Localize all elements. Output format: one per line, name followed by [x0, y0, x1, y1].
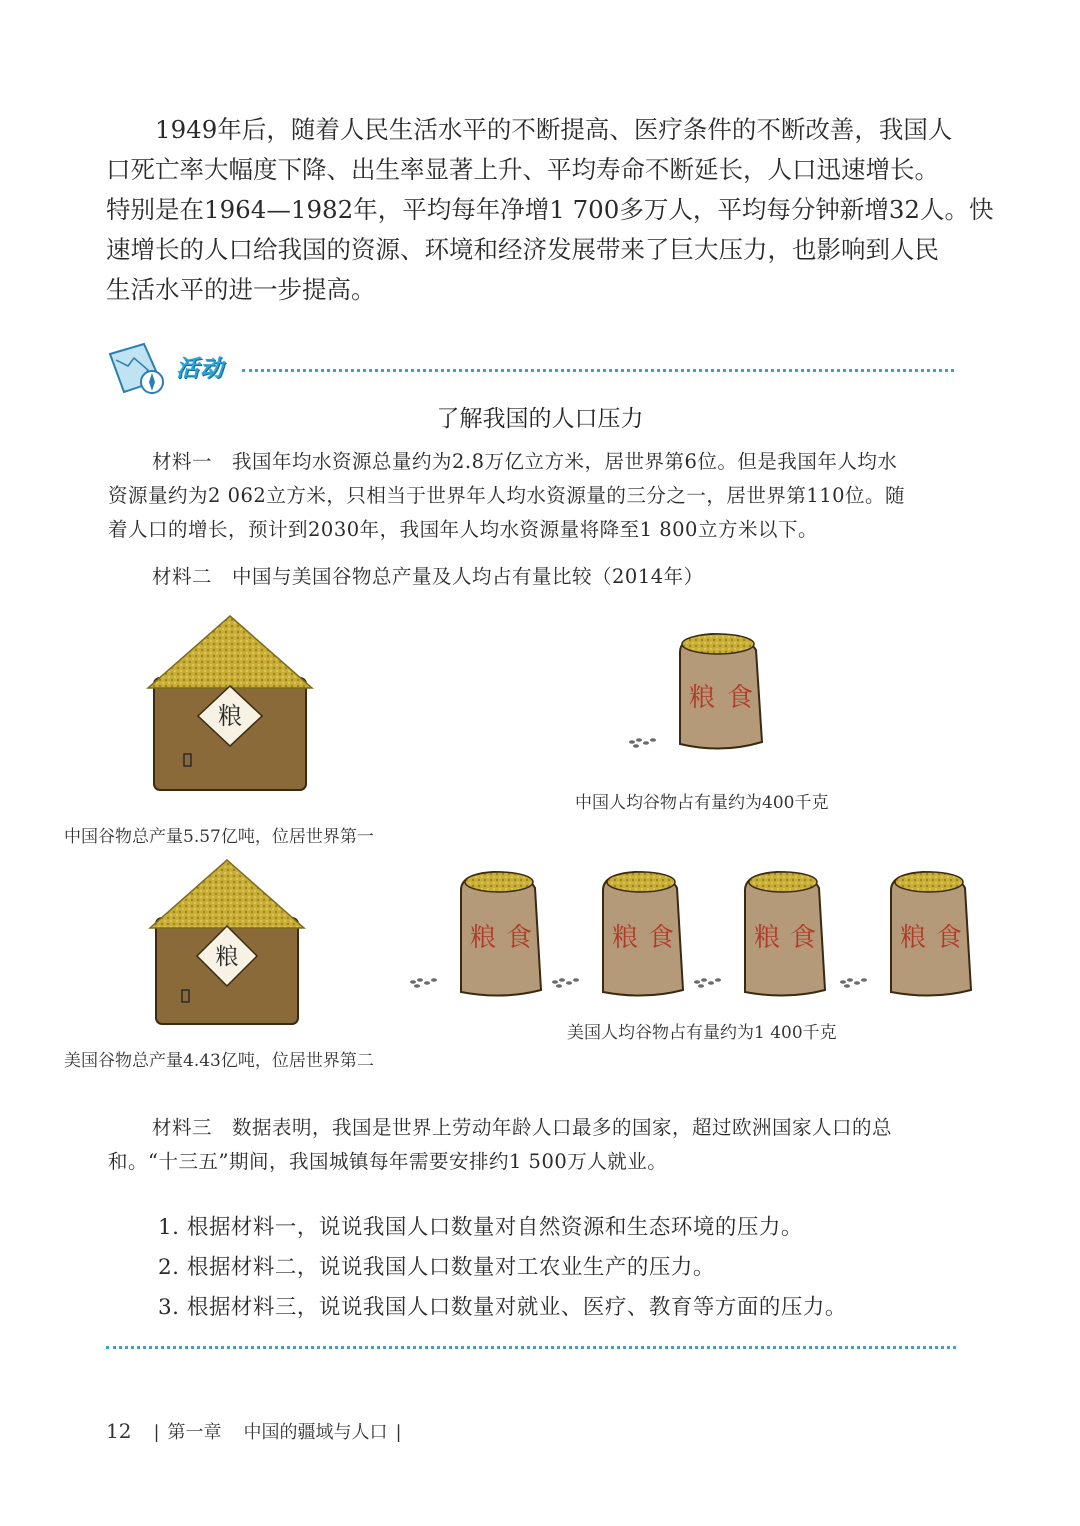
footer-divider: |	[153, 1422, 160, 1443]
svg-text:食: 食	[505, 923, 533, 953]
material-three	[108, 1111, 958, 1179]
activity-bottom-divider	[106, 1346, 956, 1349]
svg-text:粮: 粮	[899, 923, 927, 953]
footer-divider-end: |	[395, 1422, 402, 1443]
grain-scatter	[629, 738, 656, 748]
chapter-number: 第一章	[167, 1422, 222, 1443]
svg-text:粮: 粮	[753, 923, 781, 953]
intro-line-1: 1949年后，随着人民生活水平的不断提高、医疗条件的不断改善，我国人	[155, 115, 953, 144]
china-grain-sack-illustration	[622, 626, 772, 756]
svg-text:食: 食	[647, 923, 675, 953]
material-one	[108, 445, 958, 547]
intro-line-4: 速增长的人口给我国的资源、环境和经济发展带来了巨大压力，也影响到人民	[106, 235, 939, 264]
intro-line-2: 口死亡率大幅度下降、出生率显著上升、平均寿命不断延长，人口迅速增长。	[106, 155, 939, 184]
activity-top-divider	[242, 369, 954, 372]
chapter-title: 中国的疆域与人口	[243, 1422, 388, 1443]
granary-label: 粮	[218, 702, 242, 730]
activity-label: 活动	[176, 356, 224, 382]
grain-scatter	[410, 978, 437, 988]
usa-grain-sacks-illustration	[405, 866, 980, 1001]
map-compass-icon	[104, 340, 174, 400]
caption-china-per-capita: 中国人均谷物占有量约为400千克	[575, 793, 829, 813]
svg-text:食: 食	[726, 683, 754, 713]
svg-text:粮: 粮	[215, 944, 239, 970]
intro-paragraph	[106, 110, 994, 310]
material-two-title: 材料二 中国与美国谷物总产量及人均占有量比较（2014年）	[152, 565, 704, 588]
activity-title: 了解我国的人口压力	[436, 406, 644, 432]
material-one-line-2: 资源量约为2 062立方米，只相当于世界年人均水资源量的三分之一，居世界第110位。随	[108, 484, 906, 507]
svg-text:食: 食	[789, 923, 817, 953]
page-number: 12	[106, 1419, 132, 1443]
question-3: 3. 根据材料三，说说我国人口数量对就业、医疗、教育等方面的压力。	[158, 1295, 847, 1320]
china-granary-illustration	[140, 612, 320, 797]
question-2: 2. 根据材料二，说说我国人口数量对工农业生产的压力。	[158, 1255, 715, 1280]
caption-usa-total: 美国谷物总产量4.43亿吨，位居世界第二	[64, 1051, 374, 1071]
svg-text:粮: 粮	[469, 923, 497, 953]
material-one-line-3: 着人口的增长，预计到2030年，我国年人均水资源量将降至1 800立方米以下。	[108, 518, 818, 541]
intro-line-5: 生活水平的进一步提高。	[106, 275, 376, 304]
material-three-line-1: 材料三 数据表明，我国是世界上劳动年龄人口最多的国家，超过欧洲国家人口的总	[152, 1116, 893, 1139]
material-one-line-1: 材料一 我国年均水资源总量约为2.8万亿立方米，居世界第6位。但是我国年人均水	[152, 450, 898, 473]
intro-line-3: 特别是在1964—1982年，平均每年净增1 700多万人，平均每分钟新增32人。快	[106, 195, 994, 224]
question-1: 1. 根据材料一，说说我国人口数量对自然资源和生态环境的压力。	[158, 1215, 803, 1240]
svg-text:粮: 粮	[611, 923, 639, 953]
svg-text:粮: 粮	[688, 683, 716, 713]
usa-granary-illustration	[142, 856, 312, 1031]
material-three-line-2: 和。“十三五”期间，我国城镇每年需要安排约1 500万人就业。	[108, 1150, 668, 1173]
caption-china-total: 中国谷物总产量5.57亿吨，位居世界第一	[64, 827, 374, 847]
svg-text:食: 食	[935, 923, 963, 953]
caption-usa-per-capita: 美国人均谷物占有量约为1 400千克	[567, 1023, 837, 1043]
page-footer	[106, 1418, 410, 1444]
